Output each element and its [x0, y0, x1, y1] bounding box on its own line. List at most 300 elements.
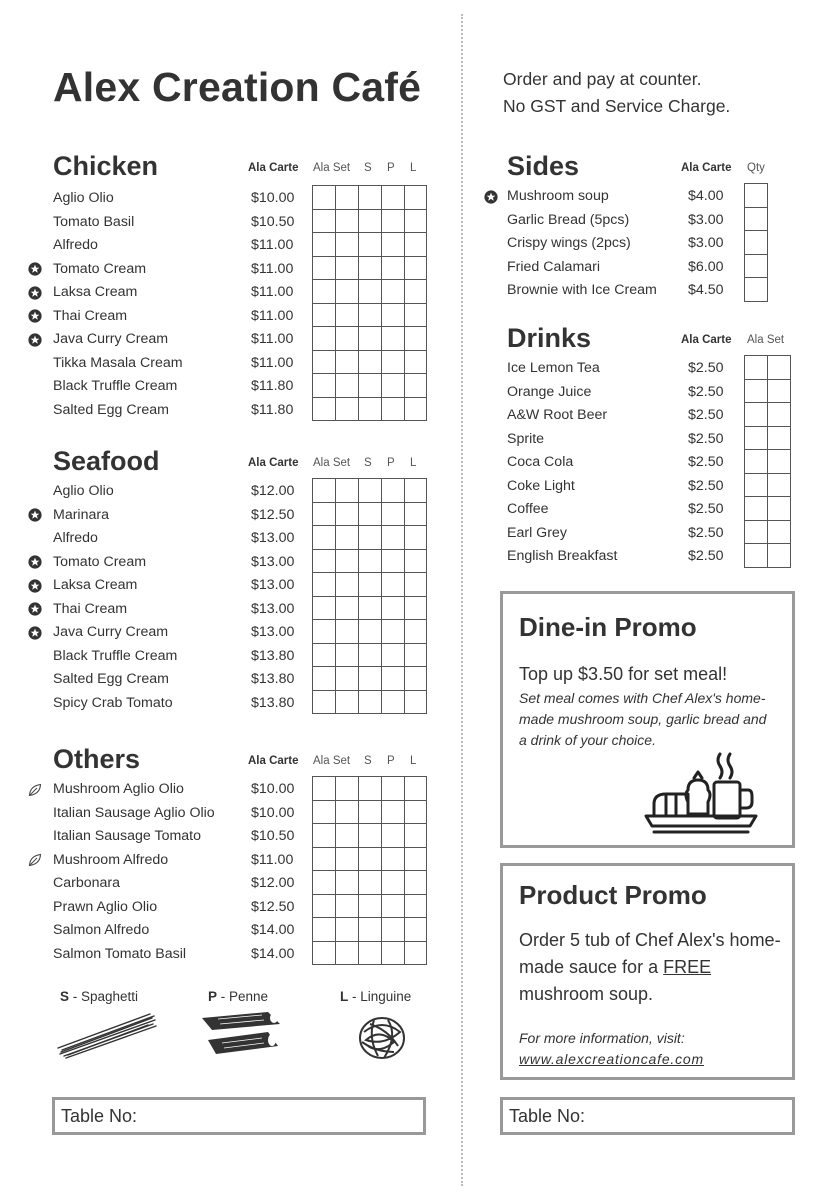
chicken-item-name: Salted Egg Cream — [53, 401, 169, 418]
order-cell[interactable] — [359, 824, 382, 848]
order-cell[interactable] — [382, 596, 405, 620]
drinks-item-name: Coke Light — [507, 477, 575, 494]
order-cell[interactable] — [336, 397, 359, 421]
order-cell[interactable] — [745, 544, 768, 568]
order-cell[interactable] — [768, 473, 791, 497]
drinks-item-name: Sprite — [507, 430, 545, 447]
chicken-item-price: $11.80 — [251, 378, 294, 394]
chicken-col-head-2: S — [364, 162, 372, 174]
drinks-item-price: $2.50 — [688, 407, 724, 423]
order-cell[interactable] — [745, 278, 768, 302]
order-cell[interactable] — [382, 479, 405, 503]
order-cell[interactable] — [405, 374, 427, 398]
order-cell[interactable] — [359, 777, 382, 801]
seafood-item-price: $13.80 — [251, 647, 295, 664]
order-cell[interactable] — [313, 918, 336, 942]
chicken-item-name: Thai Cream — [53, 307, 128, 324]
chef-recommended-icon — [28, 286, 42, 300]
others-item-name: Mushroom Alfredo — [53, 851, 169, 868]
chicken-item-price: $11.00 — [251, 260, 294, 277]
others-section-title: Others — [53, 744, 141, 774]
chicken-col-head-0: Ala Carte — [248, 162, 299, 174]
sides-item-price: $4.00 — [688, 188, 724, 204]
chicken-item-price: $11.00 — [251, 354, 294, 371]
order-cell[interactable] — [359, 303, 382, 327]
order-cell[interactable] — [313, 596, 336, 620]
order-cell[interactable] — [382, 374, 405, 398]
order-cell[interactable] — [405, 800, 427, 824]
order-cell[interactable] — [382, 777, 405, 801]
order-cell[interactable] — [336, 690, 359, 714]
order-cell[interactable] — [768, 356, 791, 380]
order-cell[interactable] — [405, 667, 427, 691]
meal-tray-icon — [644, 750, 760, 836]
chicken-section-title: Chicken — [53, 151, 159, 181]
chef-recommended-icon — [28, 626, 42, 640]
order-cell[interactable] — [336, 280, 359, 304]
others-col-head-1: Ala Set — [313, 755, 351, 767]
drinks-col-head-extra: Ala Set — [747, 334, 785, 346]
drinks-item-price: $2.50 — [688, 430, 724, 447]
drinks-item-name: Coca Cola — [507, 454, 574, 470]
seafood-item-name: Tomato Cream — [53, 553, 147, 570]
order-cell[interactable] — [336, 824, 359, 848]
order-cell[interactable] — [336, 350, 359, 374]
seafood-item-name: Java Curry Cream — [53, 624, 169, 640]
order-cell[interactable] — [382, 350, 405, 374]
dine-in-promo-headline: Top up $3.50 for set meal! — [519, 664, 728, 684]
order-cell[interactable] — [359, 186, 382, 210]
order-cell[interactable] — [359, 941, 382, 965]
sides-item-price: $6.00 — [688, 258, 724, 275]
order-cell[interactable] — [382, 209, 405, 233]
order-cell[interactable] — [405, 549, 427, 573]
order-cell[interactable] — [745, 254, 768, 278]
order-cell[interactable] — [359, 502, 382, 526]
order-cell[interactable] — [359, 397, 382, 421]
vegetarian-leaf-icon — [28, 783, 42, 797]
order-cell[interactable] — [359, 327, 382, 351]
order-cell[interactable] — [359, 894, 382, 918]
order-cell[interactable] — [405, 209, 427, 233]
chicken-item-name: Black Truffle Cream — [53, 378, 178, 394]
product-promo-text: Order 5 tub of Chef Alex's home-made sauce for a FREE mushroom soup. — [519, 930, 781, 1004]
order-cell[interactable] — [336, 941, 359, 965]
seafood-item-price: $13.80 — [251, 694, 295, 711]
drinks-item-price: $2.50 — [688, 501, 724, 517]
order-cell[interactable] — [313, 800, 336, 824]
product-promo-info-label: For more information, visit: — [519, 1030, 685, 1046]
order-cell[interactable] — [336, 209, 359, 233]
order-cell[interactable] — [405, 573, 427, 597]
order-cell[interactable] — [359, 871, 382, 895]
order-cell[interactable] — [745, 184, 768, 208]
drinks-item-price: $2.50 — [688, 360, 724, 376]
order-cell[interactable] — [336, 327, 359, 351]
order-cell[interactable] — [336, 847, 359, 871]
seafood-item-price: $13.80 — [251, 671, 295, 687]
drinks-item-name: A&W Root Beer — [507, 407, 608, 423]
order-cell[interactable] — [359, 596, 382, 620]
order-cell[interactable] — [405, 233, 427, 257]
sides-item-name: Fried Calamari — [507, 258, 601, 275]
order-notice — [503, 66, 730, 120]
drinks-item-price: $2.50 — [688, 383, 724, 400]
order-cell[interactable] — [405, 824, 427, 848]
order-cell[interactable] — [405, 350, 427, 374]
order-cell[interactable] — [382, 186, 405, 210]
seafood-item-name: Black Truffle Cream — [53, 647, 178, 664]
order-cell[interactable] — [359, 918, 382, 942]
sides-col-head-extra: Qty — [747, 162, 765, 174]
seafood-col-head-1: Ala Set — [313, 457, 351, 469]
sides-item-price: $3.00 — [688, 235, 724, 251]
order-cell[interactable] — [382, 502, 405, 526]
others-col-head-0: Ala Carte — [248, 755, 299, 767]
seafood-item-name: Marinara — [53, 506, 109, 523]
seafood-item-price: $13.00 — [251, 553, 295, 570]
order-cell[interactable] — [359, 350, 382, 374]
order-cell[interactable] — [405, 526, 427, 550]
order-cell[interactable] — [313, 690, 336, 714]
order-cell[interactable] — [313, 643, 336, 667]
order-cell[interactable] — [768, 544, 791, 568]
order-cell[interactable] — [313, 573, 336, 597]
chicken-item-name: Tikka Masala Cream — [53, 354, 183, 371]
order-cell[interactable] — [313, 549, 336, 573]
order-cell[interactable] — [405, 397, 427, 421]
order-cell[interactable] — [313, 894, 336, 918]
order-cell[interactable] — [313, 871, 336, 895]
order-cell[interactable] — [382, 800, 405, 824]
order-cell[interactable] — [745, 497, 768, 521]
chicken-item-name: Laksa Cream — [53, 284, 138, 300]
order-cell[interactable] — [313, 941, 336, 965]
others-item-name: Mushroom Aglio Olio — [53, 781, 184, 797]
order-cell[interactable] — [359, 209, 382, 233]
drinks-item-name: Orange Juice — [507, 383, 592, 400]
seafood-item-name: Thai Cream — [53, 600, 128, 617]
order-cell[interactable] — [336, 643, 359, 667]
order-cell[interactable] — [336, 800, 359, 824]
chicken-item-name: Aglio Olio — [53, 190, 114, 206]
order-cell[interactable] — [382, 256, 405, 280]
order-cell[interactable] — [405, 690, 427, 714]
order-cell[interactable] — [359, 667, 382, 691]
order-cell[interactable] — [745, 520, 768, 544]
others-item-price: $11.00 — [251, 851, 294, 868]
chicken-item-price: $11.80 — [251, 401, 294, 418]
chef-recommended-icon — [28, 333, 42, 347]
notice-line-2: No GST and Service Charge. — [503, 96, 731, 116]
order-cell[interactable] — [313, 824, 336, 848]
penne-icon — [198, 1010, 284, 1064]
order-cell[interactable] — [313, 374, 336, 398]
drinks-item-name: Earl Grey — [507, 524, 567, 541]
order-cell[interactable] — [313, 479, 336, 503]
seafood-col-head-2: S — [364, 457, 372, 469]
order-cell[interactable] — [405, 280, 427, 304]
order-cell[interactable] — [768, 379, 791, 403]
order-cell[interactable] — [382, 233, 405, 257]
order-cell[interactable] — [405, 256, 427, 280]
order-cell[interactable] — [313, 777, 336, 801]
order-cell[interactable] — [745, 231, 768, 255]
drinks-item-name: Ice Lemon Tea — [507, 360, 600, 376]
chicken-item-price: $11.00 — [251, 331, 294, 347]
others-item-price: $12.00 — [251, 875, 295, 891]
order-cell[interactable] — [359, 479, 382, 503]
spaghetti-icon — [56, 1010, 160, 1060]
order-cell[interactable] — [359, 256, 382, 280]
order-cell[interactable] — [336, 256, 359, 280]
order-cell[interactable] — [405, 941, 427, 965]
order-cell[interactable] — [382, 667, 405, 691]
chicken-item-price: $10.50 — [251, 213, 295, 230]
order-cell[interactable] — [382, 549, 405, 573]
order-cell[interactable] — [382, 526, 405, 550]
legend-penne: P - Penne — [208, 989, 269, 1004]
sides-item-price: $3.00 — [688, 211, 724, 228]
order-cell[interactable] — [768, 497, 791, 521]
seafood-item-price: $13.00 — [251, 530, 295, 546]
order-cell[interactable] — [359, 643, 382, 667]
sides-order-grid — [744, 183, 768, 302]
order-cell[interactable] — [336, 502, 359, 526]
seafood-item-price: $13.00 — [251, 577, 295, 593]
order-cell[interactable] — [336, 918, 359, 942]
chef-recommended-icon — [28, 602, 42, 616]
order-cell[interactable] — [359, 374, 382, 398]
order-cell[interactable] — [336, 526, 359, 550]
order-cell[interactable] — [313, 280, 336, 304]
order-cell[interactable] — [745, 450, 768, 474]
sides-item-price: $4.50 — [688, 282, 724, 298]
sides-item-name: Mushroom soup — [507, 188, 609, 204]
order-cell[interactable] — [336, 186, 359, 210]
seafood-item-name: Alfredo — [53, 530, 98, 546]
order-cell[interactable] — [313, 620, 336, 644]
website-link[interactable]: www.alexcreationcafe.com — [519, 1051, 704, 1067]
order-cell[interactable] — [359, 573, 382, 597]
order-cell[interactable] — [745, 379, 768, 403]
order-cell[interactable] — [405, 596, 427, 620]
chef-recommended-icon — [28, 309, 42, 323]
free-label: FREE — [663, 957, 712, 977]
order-cell[interactable] — [313, 847, 336, 871]
order-cell[interactable] — [313, 502, 336, 526]
chicken-item-name: Tomato Cream — [53, 260, 147, 277]
order-cell[interactable] — [405, 918, 427, 942]
chicken-item-price: $11.00 — [251, 284, 294, 300]
order-cell[interactable] — [313, 667, 336, 691]
others-item-price: $14.00 — [251, 945, 295, 962]
drinks-item-price: $2.50 — [688, 524, 724, 541]
order-cell[interactable] — [336, 374, 359, 398]
order-cell[interactable] — [313, 397, 336, 421]
others-item-name: Prawn Aglio Olio — [53, 898, 158, 915]
chef-recommended-icon — [28, 579, 42, 593]
drinks-item-price: $2.50 — [688, 477, 724, 494]
order-cell[interactable] — [359, 233, 382, 257]
order-cell[interactable] — [313, 186, 336, 210]
order-cell[interactable] — [405, 303, 427, 327]
order-cell[interactable] — [405, 894, 427, 918]
table-no-label-left: Table No: — [61, 1106, 138, 1126]
order-cell[interactable] — [336, 777, 359, 801]
chicken-item-price: $11.00 — [251, 307, 294, 324]
product-promo-box — [500, 863, 795, 1080]
order-cell[interactable] — [313, 256, 336, 280]
chicken-item-name: Alfredo — [53, 237, 98, 253]
order-cell[interactable] — [336, 620, 359, 644]
chicken-col-head-1: Ala Set — [313, 162, 351, 174]
order-cell[interactable] — [336, 667, 359, 691]
order-cell[interactable] — [768, 520, 791, 544]
notice-line-1: Order and pay at counter. — [503, 69, 702, 89]
cafe-title: Alex Creation Café — [53, 64, 422, 110]
others-item-price: $10.00 — [251, 781, 295, 797]
dine-in-promo-title: Dine-in Promo — [519, 612, 697, 642]
order-cell[interactable] — [313, 350, 336, 374]
legend-linguine: L - Linguine — [340, 989, 412, 1004]
order-cell[interactable] — [382, 620, 405, 644]
order-cell[interactable] — [313, 327, 336, 351]
order-cell[interactable] — [359, 800, 382, 824]
drinks-item-price: $2.50 — [688, 454, 724, 470]
order-cell[interactable] — [405, 847, 427, 871]
table-no-left[interactable] — [52, 1097, 426, 1135]
order-cell[interactable] — [745, 426, 768, 450]
chicken-item-price: $11.00 — [251, 237, 294, 253]
order-cell[interactable] — [745, 356, 768, 380]
order-cell[interactable] — [382, 690, 405, 714]
order-cell[interactable] — [336, 871, 359, 895]
order-cell[interactable] — [382, 871, 405, 895]
sides-item-name: Crispy wings (2pcs) — [507, 235, 631, 251]
order-cell[interactable] — [336, 479, 359, 503]
order-cell[interactable] — [336, 573, 359, 597]
order-cell[interactable] — [405, 186, 427, 210]
order-cell[interactable] — [405, 479, 427, 503]
order-cell[interactable] — [405, 777, 427, 801]
chef-recommended-icon — [28, 555, 42, 569]
page-divider — [461, 14, 463, 1186]
drinks-order-grid — [744, 355, 791, 568]
seafood-item-price: $12.00 — [251, 483, 295, 499]
chef-recommended-icon — [484, 190, 498, 204]
others-item-price: $14.00 — [251, 922, 295, 938]
order-cell[interactable] — [359, 847, 382, 871]
seafood-item-name: Spicy Crab Tomato — [53, 694, 173, 711]
order-cell[interactable] — [382, 327, 405, 351]
order-cell[interactable] — [336, 894, 359, 918]
sides-section-title: Sides — [507, 151, 580, 181]
others-item-price: $10.00 — [251, 804, 295, 821]
chef-recommended-icon — [28, 262, 42, 276]
order-cell[interactable] — [336, 233, 359, 257]
order-cell[interactable] — [382, 894, 405, 918]
order-cell[interactable] — [313, 526, 336, 550]
others-col-head-3: P — [387, 755, 395, 767]
vegetarian-leaf-icon — [28, 853, 42, 867]
table-no-label-right: Table No: — [509, 1106, 586, 1126]
order-cell[interactable] — [768, 403, 791, 427]
order-cell[interactable] — [405, 620, 427, 644]
order-cell[interactable] — [336, 596, 359, 620]
seafood-item-name: Laksa Cream — [53, 577, 138, 593]
order-cell[interactable] — [313, 303, 336, 327]
others-item-name: Salmon Alfredo — [53, 922, 150, 938]
order-cell[interactable] — [405, 643, 427, 667]
chef-recommended-icon — [28, 508, 42, 522]
others-item-name: Italian Sausage Tomato — [53, 828, 202, 844]
drinks-col-head-price: Ala Carte — [681, 334, 732, 346]
order-cell[interactable] — [359, 280, 382, 304]
order-cell[interactable] — [745, 403, 768, 427]
order-cell[interactable] — [382, 397, 405, 421]
order-cell[interactable] — [359, 620, 382, 644]
others-item-name: Salmon Tomato Basil — [53, 945, 187, 962]
chicken-order-grid — [312, 185, 427, 421]
chicken-item-name: Java Curry Cream — [53, 331, 169, 347]
seafood-order-grid — [312, 478, 427, 714]
order-cell[interactable] — [768, 426, 791, 450]
order-cell[interactable] — [382, 847, 405, 871]
others-col-head-2: S — [364, 755, 372, 767]
order-cell[interactable] — [745, 473, 768, 497]
order-cell[interactable] — [313, 233, 336, 257]
order-cell[interactable] — [382, 918, 405, 942]
order-cell[interactable] — [382, 280, 405, 304]
seafood-col-head-4: L — [410, 457, 417, 469]
order-cell[interactable] — [382, 824, 405, 848]
order-cell[interactable] — [382, 643, 405, 667]
table-no-right[interactable] — [500, 1097, 795, 1135]
seafood-item-name: Aglio Olio — [53, 483, 114, 499]
drinks-item-name: English Breakfast — [507, 548, 618, 564]
order-cell[interactable] — [382, 573, 405, 597]
others-item-name: Italian Sausage Aglio Olio — [53, 804, 215, 821]
order-cell[interactable] — [359, 526, 382, 550]
drinks-item-price: $2.50 — [688, 548, 724, 564]
order-cell[interactable] — [405, 327, 427, 351]
seafood-item-price: $13.00 — [251, 600, 295, 617]
seafood-col-head-0: Ala Carte — [248, 457, 299, 469]
drinks-section-title: Drinks — [507, 323, 592, 353]
dine-in-promo-box — [500, 591, 795, 848]
order-cell[interactable] — [313, 209, 336, 233]
others-col-head-4: L — [410, 755, 417, 767]
others-item-name: Carbonara — [53, 875, 121, 891]
order-cell[interactable] — [382, 941, 405, 965]
order-cell[interactable] — [382, 303, 405, 327]
product-promo-title: Product Promo — [519, 880, 707, 910]
order-cell[interactable] — [359, 690, 382, 714]
order-cell[interactable] — [336, 303, 359, 327]
linguine-icon — [354, 1012, 410, 1064]
chicken-col-head-3: P — [387, 162, 395, 174]
order-cell[interactable] — [405, 871, 427, 895]
order-cell[interactable] — [745, 207, 768, 231]
others-item-price: $10.50 — [251, 828, 295, 844]
seafood-col-head-3: P — [387, 457, 395, 469]
order-cell[interactable] — [768, 450, 791, 474]
chicken-item-name: Tomato Basil — [53, 213, 135, 230]
order-cell[interactable] — [359, 549, 382, 573]
order-cell[interactable] — [405, 502, 427, 526]
order-cell[interactable] — [336, 549, 359, 573]
